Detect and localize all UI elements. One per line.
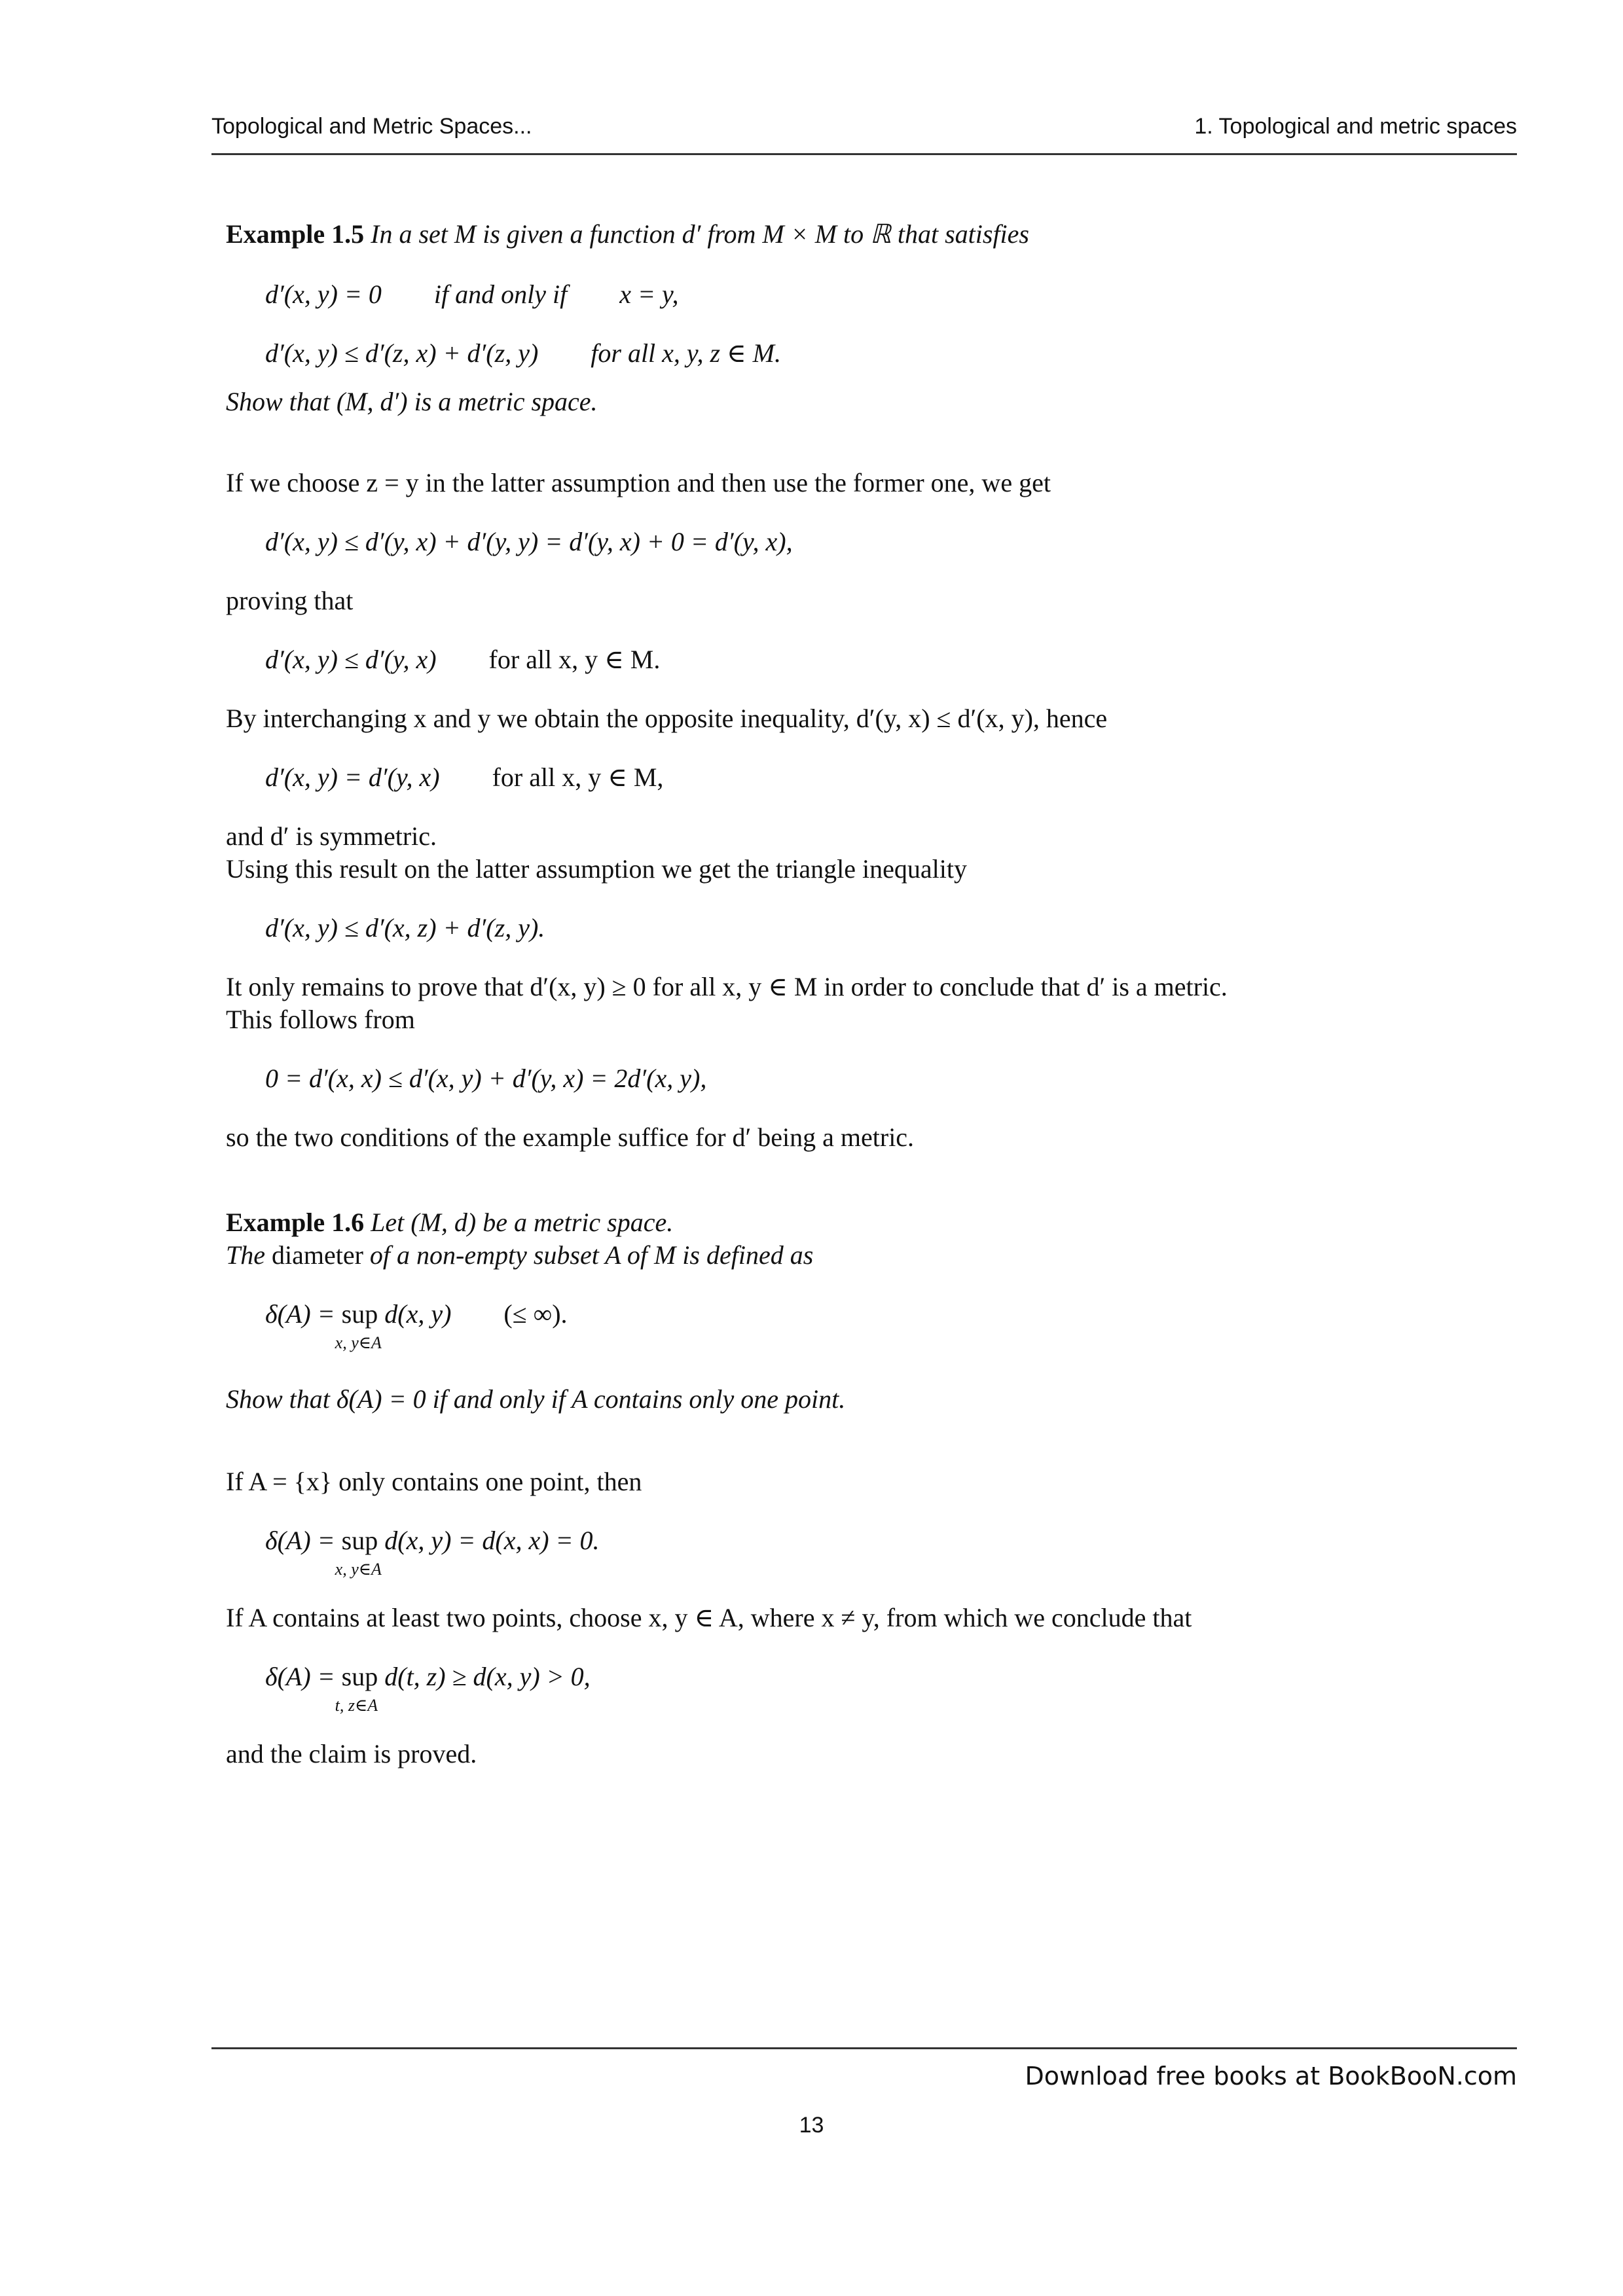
equation-rhs: for all x, y ∈ M,	[492, 762, 664, 792]
diameter-definition	[226, 1238, 813, 1272]
example-statement: In a set M is given a function d′ from M × M to ℝ that satisfies	[371, 219, 1029, 249]
sup-label: sup	[341, 1662, 378, 1691]
condition-2-lhs: d′(x, y) ≤ d′(z, x) + d′(z, y)	[265, 338, 539, 368]
paragraph: Using this result on the latter assumption we get the triangle inequality	[226, 854, 967, 884]
equation-lhs: d′(x, y) = d′(y, x)	[265, 762, 440, 792]
paragraph: and the claim is proved.	[226, 1739, 477, 1768]
example-1-5-task: Show that (M, d′) is a metric space.	[226, 387, 598, 416]
example-1-6-task: Show that δ(A) = 0 if and only if A contains only one point.	[226, 1384, 846, 1414]
sup-subscript: t, z∈A	[335, 1696, 378, 1715]
equation	[265, 1524, 600, 1579]
definition-suffix: of a non-empty subset A of M is defined as	[369, 1240, 814, 1270]
definition-term: diameter	[272, 1240, 363, 1270]
sup-operator	[335, 1524, 382, 1579]
condition-1-mid: if and only if	[433, 279, 568, 309]
page-header	[211, 107, 1517, 153]
equation-lhs: δ(A) =	[265, 1662, 342, 1691]
header-rule	[211, 153, 1517, 155]
paragraph: This follows from	[226, 1005, 415, 1034]
equation: d′(x, y) ≤ d′(y, x) + d′(y, y) = d′(y, x) + 0 = d′(y, x),	[265, 527, 793, 556]
equation	[265, 643, 660, 677]
equation	[265, 761, 663, 795]
chapter-title: 1. Topological and metric spaces	[1194, 114, 1517, 139]
paragraph: proving that	[226, 586, 354, 615]
diameter-equation	[265, 1297, 568, 1352]
condition-2-rhs: for all x, y, z ∈ M.	[591, 338, 781, 368]
download-link[interactable]: Download free books at BookBooN.com	[1025, 2062, 1517, 2090]
sup-subscript: x, y∈A	[335, 1333, 382, 1352]
equation-lhs: d′(x, y) ≤ d′(y, x)	[265, 645, 437, 674]
paragraph: and d′ is symmetric.	[226, 821, 437, 851]
example-label: Example 1.6	[226, 1208, 365, 1237]
sup-label: sup	[341, 1299, 378, 1329]
sup-label: sup	[341, 1526, 378, 1555]
paragraph: By interchanging x and y we obtain the opposite inequality, d′(y, x) ≤ d′(x, y), hence	[226, 704, 1108, 733]
equation-note: (≤ ∞).	[503, 1299, 568, 1329]
example-label: Example 1.5	[226, 219, 365, 249]
paragraph: If A contains at least two points, choose x, y ∈ A, where x ≠ y, from which we conclude that	[226, 1603, 1192, 1632]
equation	[265, 1660, 591, 1715]
condition-2	[265, 336, 781, 370]
page-number: 13	[799, 2113, 824, 2138]
running-title: Topological and Metric Spaces...	[211, 114, 532, 139]
example-1-5-heading	[226, 217, 1029, 251]
example-1-6-heading	[226, 1206, 673, 1240]
condition-1	[265, 278, 679, 312]
paragraph: It only remains to prove that d′(x, y) ≥ 0 for all x, y ∈ M in order to conclude that d′ is a metric.	[226, 972, 1228, 1001]
sup-operator	[335, 1660, 378, 1715]
paragraph: If we choose z = y in the latter assumption and then use the former one, we get	[226, 468, 1051, 497]
condition-1-rhs: x = y,	[619, 279, 679, 309]
paragraph: If A = {x} only contains one point, then	[226, 1467, 642, 1496]
equation: d′(x, y) ≤ d′(x, z) + d′(z, y).	[265, 913, 545, 942]
footer-rule	[211, 2047, 1517, 2049]
equation-rhs: d(x, y)	[384, 1299, 452, 1329]
example-statement: Let (M, d) be a metric space.	[371, 1208, 674, 1237]
paragraph: so the two conditions of the example suffice for d′ being a metric.	[226, 1122, 915, 1152]
equation-lhs: δ(A) =	[265, 1526, 342, 1555]
sup-subscript: x, y∈A	[335, 1560, 382, 1579]
equation: 0 = d′(x, x) ≤ d′(x, y) + d′(y, x) = 2d′(x, y),	[265, 1064, 707, 1093]
equation-rhs: d(t, z) ≥ d(x, y) > 0,	[384, 1662, 591, 1691]
sup-operator	[335, 1297, 382, 1352]
equation-rhs: for all x, y ∈ M.	[488, 645, 661, 674]
equation-lhs: δ(A) =	[265, 1299, 342, 1329]
equation-rhs: d(x, y) = d(x, x) = 0.	[384, 1526, 600, 1555]
definition-prefix: The	[226, 1240, 265, 1270]
condition-1-lhs: d′(x, y) = 0	[265, 279, 382, 309]
